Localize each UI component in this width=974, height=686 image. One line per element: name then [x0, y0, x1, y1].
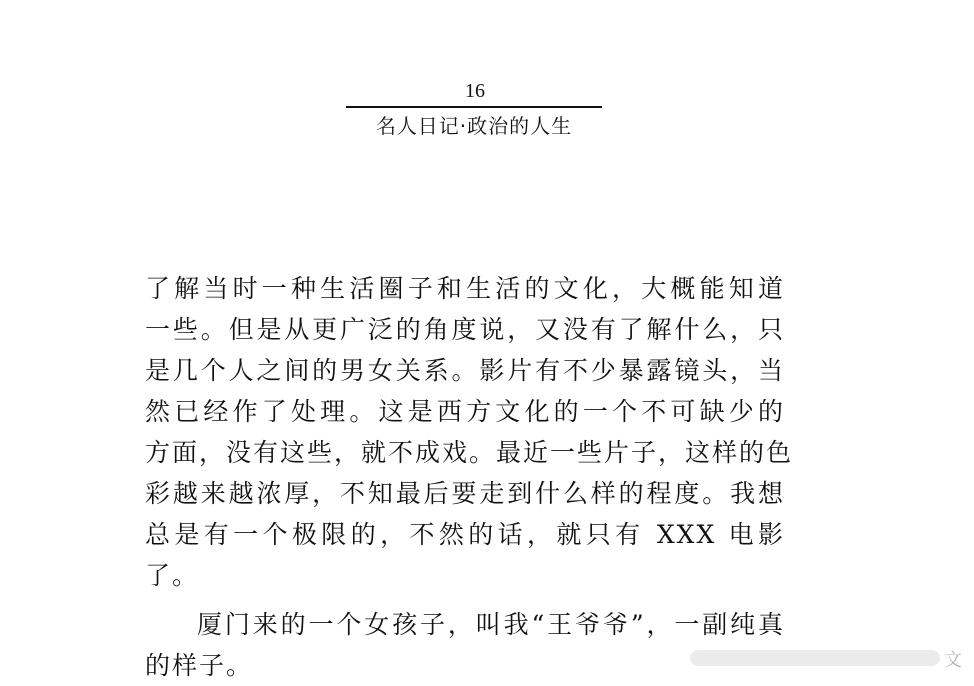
- text-line-content: 了。: [145, 561, 200, 590]
- watermark-bar: [690, 650, 940, 666]
- text-line-content: 方面，没有这些，就不成戏。最近一些片子，这样的色: [145, 438, 794, 467]
- text-line-content: 的样子。: [145, 651, 254, 680]
- text-line: [145, 514, 785, 555]
- text-line-content: 然已经作了处理。这是西方文化的一个不可缺少的: [145, 397, 785, 426]
- text-line-content: 了解当时一种生活圈子和生活的文化，大概能知道: [145, 274, 785, 303]
- text-line: [145, 473, 785, 514]
- body-text: [145, 268, 794, 686]
- page-number: 16: [465, 80, 485, 102]
- text-line: [145, 268, 785, 309]
- text-line: [145, 350, 785, 391]
- text-line: [145, 555, 785, 596]
- text-line: [145, 645, 785, 686]
- text-line: [145, 391, 785, 432]
- watermark-icon: 文: [944, 650, 962, 671]
- text-line: [145, 604, 785, 645]
- running-head: 名人日记·政治的人生: [375, 114, 573, 138]
- text-line-content: 是几个人之间的男女关系。影片有不少暴露镜头，当: [145, 356, 785, 385]
- text-line-content: 一些。但是从更广泛的角度说，又没有了解什么，只: [145, 315, 785, 344]
- text-line-content: 总是有一个极限的，不然的话，就只有 XXX 电影: [145, 520, 785, 549]
- text-line: [145, 309, 785, 350]
- paragraph-gap: [145, 596, 785, 604]
- text-line: [145, 432, 794, 473]
- header-rule: [346, 106, 602, 108]
- text-line-content: 彩越来越浓厚，不知最后要走到什么样的程度。我想: [145, 479, 785, 508]
- text-line-content: 厦门来的一个女孩子，叫我“王爷爷”，一副纯真: [197, 610, 785, 639]
